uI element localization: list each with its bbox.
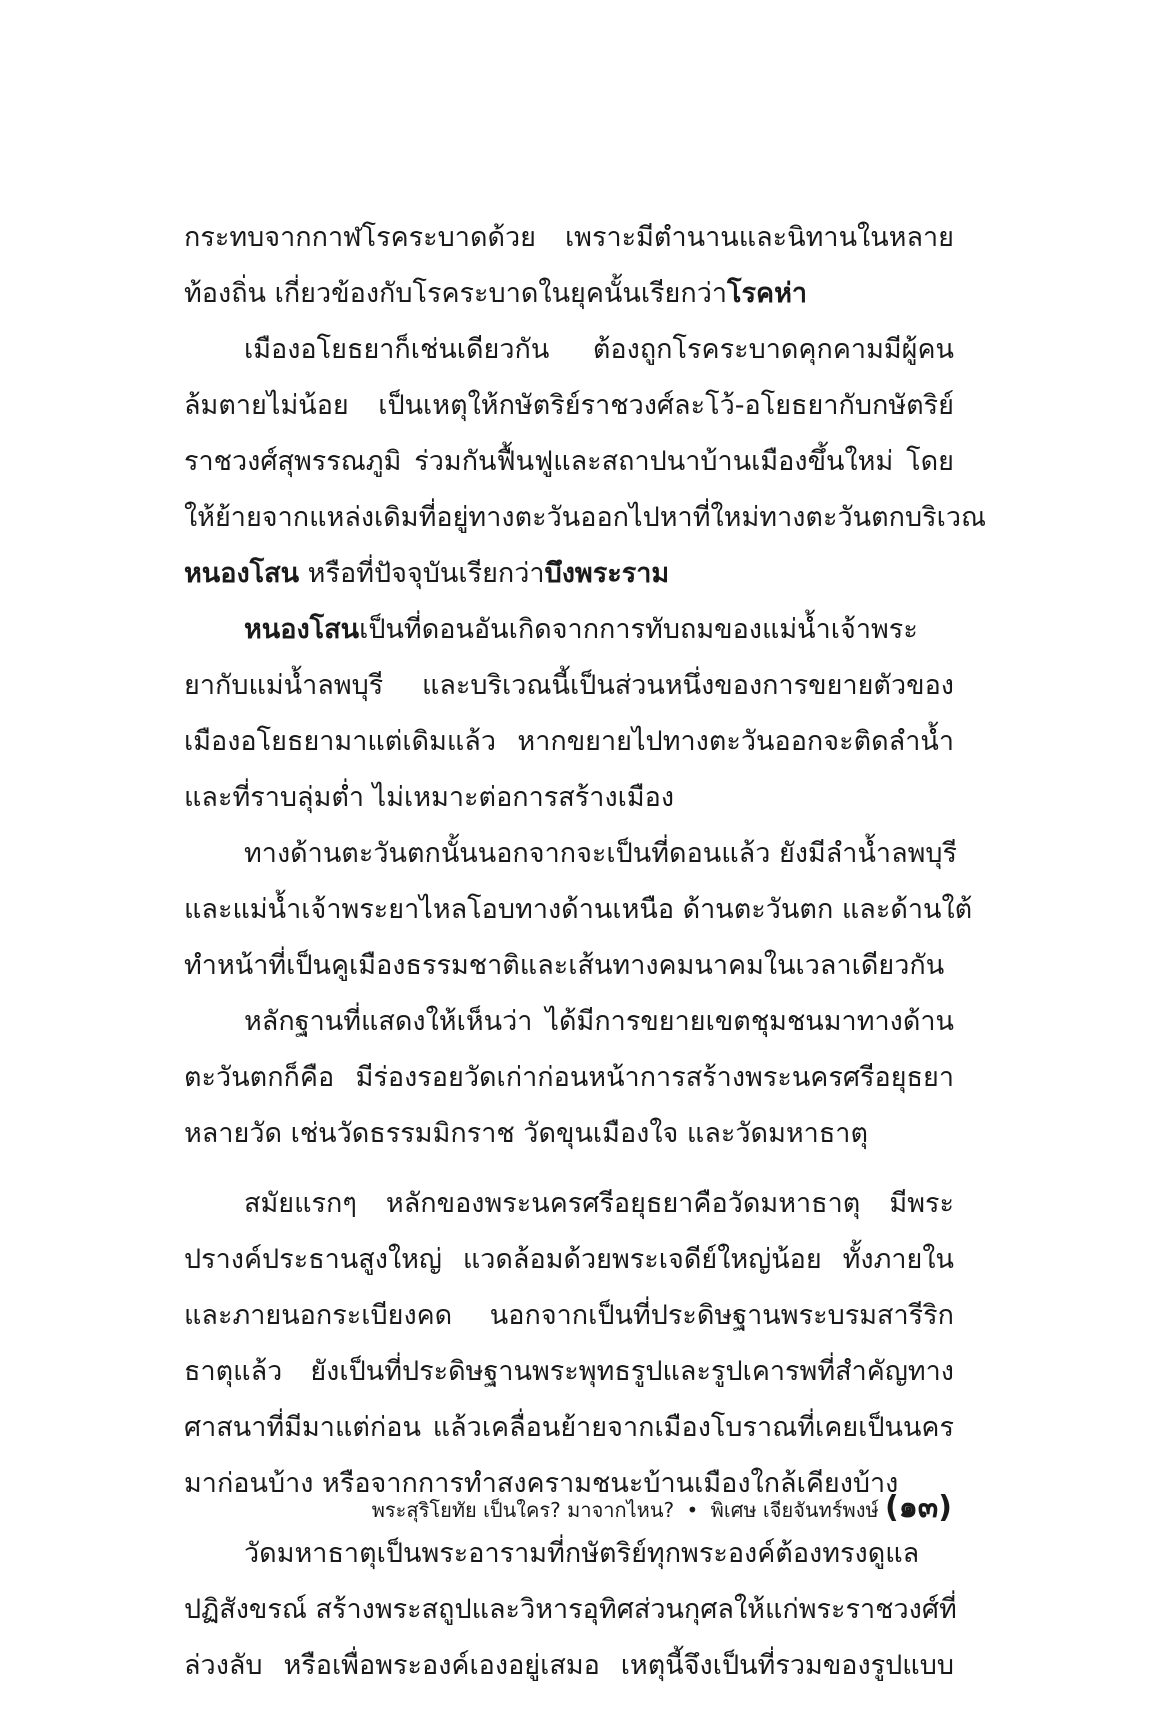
paragraph (184, 602, 954, 826)
text-line (184, 378, 954, 434)
text-line (184, 266, 954, 322)
paragraph (184, 994, 954, 1162)
text-line (184, 938, 954, 994)
text-run: ทำหน้าที่เป็นคูเมืองธรรมชาติและเส้นทางคมนาคมในเวลาเดียวกัน (184, 950, 945, 981)
bold-term: บึงพระราม (544, 558, 670, 589)
text-run: หรือที่ปัจจุบันเรียกว่า (299, 558, 545, 589)
text-line (184, 1344, 954, 1400)
text-run: วัดมหาธาตุเป็นพระอารามที่กษัตริย์ทุกพระองค์ต้องทรงดูแล (244, 1538, 920, 1569)
text-line (184, 490, 987, 546)
text-run: ปรางค์ประธานสูงใหญ่ แวดล้อมด้วยพระเจดีย์ใหญ่น้อย ทั้งภายใน (184, 1244, 954, 1275)
paragraph (184, 322, 987, 602)
text-run: ราชวงศ์สุพรรณภูมิ ร่วมกันฟื้นฟูและสถาปนาบ้านเมืองขึ้นใหม่ โดย (184, 446, 954, 477)
text-run: เมืองอโยธยามาแต่เดิมแล้ว หากขยายไปทางตะวันออกจะติดลำน้ำ (184, 726, 954, 757)
bold-term: หนองโสน (184, 558, 300, 589)
text-run: ปฏิสังขรณ์ สร้างพระสถูปและวิหารอุทิศส่วนกุศลให้แก่พระราชวงศ์ที่ (184, 1594, 957, 1625)
separator-bullet: • (686, 1498, 699, 1522)
text-line (184, 714, 954, 770)
page-number: (๑๓) (885, 1490, 952, 1525)
text-line (184, 546, 954, 602)
text-line (184, 322, 954, 378)
text-run: ตะวันตกก็คือ มีร่องรอยวัดเก่าก่อนหน้าการสร้างพระนครศรีอยุธยา (184, 1062, 954, 1093)
text-run: กระทบจากกาฬโรคระบาดด้วย เพราะมีตำนานและนิทานในหลาย (184, 222, 954, 253)
text-run: หลายวัด เช่นวัดธรรมมิกราช วัดขุนเมืองใจ และวัดมหาธาตุ (184, 1118, 869, 1149)
text-line (184, 1288, 954, 1344)
text-run: ล้มตายไม่น้อย เป็นเหตุให้กษัตริย์ราชวงศ์ละโว้-อโยธยากับกษัตริย์ (184, 390, 954, 421)
text-line (184, 1526, 954, 1582)
paragraph (184, 1176, 954, 1512)
text-run: เป็นที่ดอนอันเกิดจากการทับถมของแม่น้ำเจ้าพระ (359, 614, 918, 645)
text-line (184, 1232, 954, 1288)
text-line (184, 994, 954, 1050)
text-line (184, 1582, 957, 1638)
text-run: ทางด้านตะวันตกนั้นนอกจากจะเป็นที่ดอนแล้ว ยังมีลำน้ำลพบุรี (244, 838, 958, 869)
text-line (184, 1106, 954, 1162)
paragraph (184, 826, 973, 994)
text-line (184, 210, 954, 266)
bold-term: โรคห่า (727, 278, 808, 309)
text-run: ท้องถิ่น เกี่ยวข้องกับโรคระบาดในยุคนั้นเรียกว่า (184, 278, 728, 309)
text-line (184, 882, 973, 938)
text-run: และที่ราบลุ่มต่ำ ไม่เหมาะต่อการสร้างเมือง (184, 782, 675, 813)
text-run: ธาตุแล้ว ยังเป็นที่ประดิษฐานพระพุทธรูปและรูปเคารพที่สำคัญทาง (184, 1356, 954, 1387)
text-line (184, 602, 954, 658)
text-line (184, 1400, 954, 1456)
text-line (184, 1638, 954, 1694)
bold-term: หนองโสน (244, 614, 360, 645)
text-run: ให้ย้ายจากแหล่งเดิมที่อยู่ทางตะวันออกไปหาที่ใหม่ทางตะวันตกบริเวณ (184, 502, 987, 533)
text-run: เมืองอโยธยาก็เช่นเดียวกัน ต้องถูกโรคระบาดคุกคามมีผู้คน (244, 334, 954, 365)
text-run: ล่วงลับ หรือเพื่อพระองค์เองอยู่เสมอ เหตุนี้จึงเป็นที่รวมของรูปแบบ (184, 1650, 954, 1681)
text-run: และภายนอกระเบียงคด นอกจากเป็นที่ประดิษฐานพระบรมสารีริก (184, 1300, 954, 1331)
text-line (184, 826, 958, 882)
text-run: มาก่อนบ้าง หรือจากการทำสงครามชนะบ้านเมืองใกล้เคียงบ้าง (184, 1468, 899, 1499)
text-line (184, 658, 954, 714)
author-name: พิเศษ เจียจันทร์พงษ์ (710, 1498, 879, 1522)
paragraph (184, 1526, 957, 1694)
paragraph (184, 210, 954, 322)
text-run: หลักฐานที่แสดงให้เห็นว่า ได้มีการขยายเขตชุมชนมาทางด้าน (244, 1006, 954, 1037)
text-run: และแม่น้ำเจ้าพระยาไหลโอบทางด้านเหนือ ด้านตะวันตก และด้านใต้ (184, 894, 973, 925)
body-text (184, 210, 987, 1694)
text-line (184, 434, 954, 490)
text-line (184, 1176, 954, 1232)
text-run: สมัยแรกๆ หลักของพระนครศรีอยุธยาคือวัดมหาธาตุ มีพระ (244, 1188, 954, 1219)
page-footer (372, 1484, 952, 1531)
book-title: พระสุริโยทัย เป็นใคร? มาจากไหน? (371, 1498, 675, 1522)
text-line (184, 770, 954, 826)
text-run: ยากับแม่น้ำลพบุรี และบริเวณนี้เป็นส่วนหนึ่งของการขยายตัวของ (184, 670, 954, 701)
text-line (184, 1050, 954, 1106)
text-run: ศาสนาที่มีมาแต่ก่อน แล้วเคลื่อนย้ายจากเมืองโบราณที่เคยเป็นนคร (184, 1412, 954, 1443)
